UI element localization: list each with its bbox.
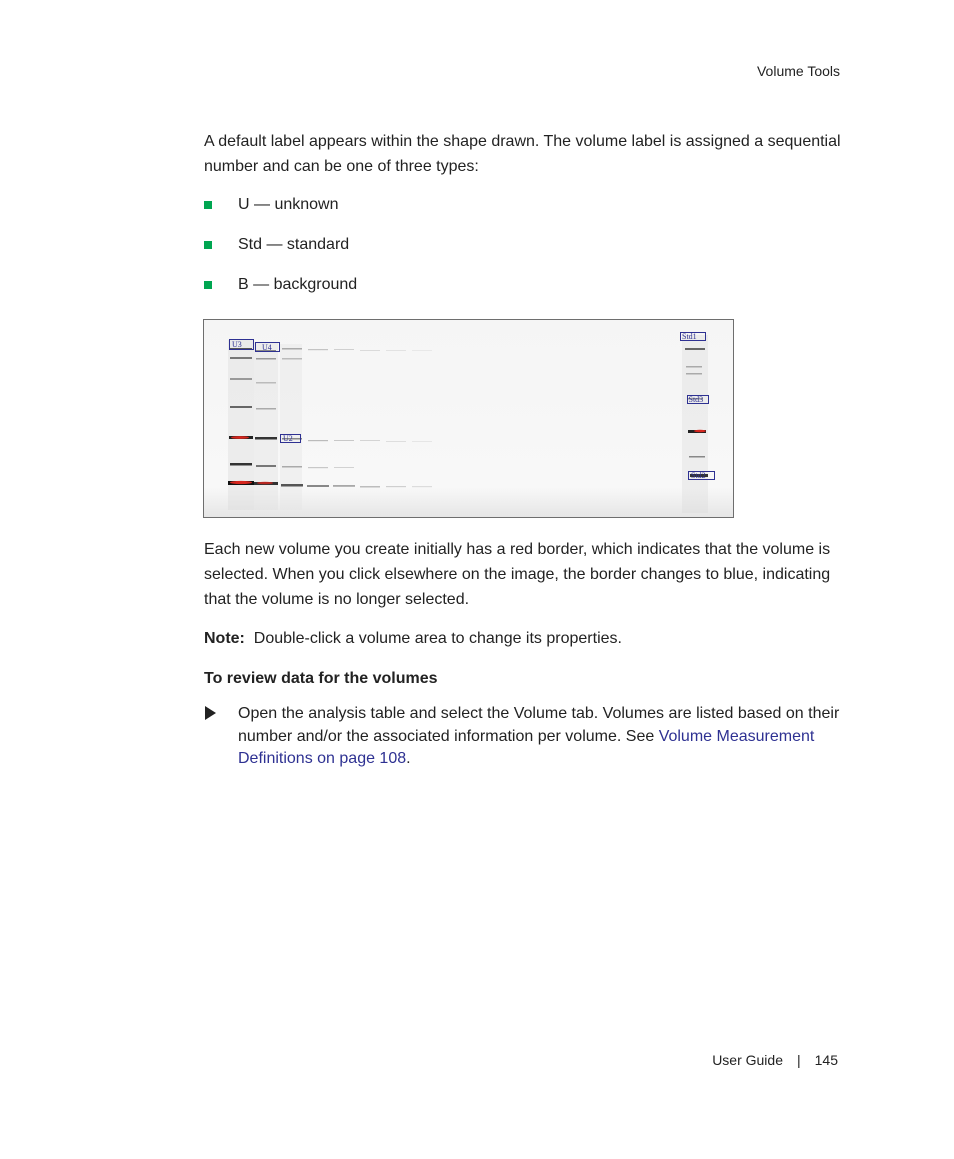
volume-label-u3: U3 [232, 340, 242, 349]
procedure-step [238, 703, 842, 771]
gel-image-figure [203, 319, 734, 518]
bullet-text: B — background [238, 276, 358, 293]
bullet-text: U — unknown [238, 196, 339, 213]
volume-label-u2: U2 [283, 434, 293, 443]
volume-measurement-link[interactable]: Volume Measurement Definitions on page 108 [238, 727, 815, 767]
step-arrow-icon [205, 706, 216, 720]
volume-label-std2: Std2 [691, 471, 706, 480]
bullet-square-icon [204, 241, 212, 249]
bullet-square-icon [204, 281, 212, 289]
note-paragraph [204, 626, 844, 651]
volume-label-std1: Std1 [682, 332, 697, 341]
note-text: Double-click a volume area to change its properties. [253, 630, 622, 647]
procedure-heading: To review data for the volumes [204, 670, 438, 687]
volume-label-std3: Std3 [688, 395, 704, 404]
intro-paragraph: A default label appears within the shape drawn. The volume label is assigned a sequential number and can be one of three types: [204, 133, 841, 175]
note-label: Note: [204, 630, 245, 647]
page-footer [712, 1052, 838, 1068]
selection-paragraph: Each new volume you create initially has a red border, which indicates that the volume is selected. When you click elsewhere on the image, the border changes to blue, indicating that the volume is no longer selected. [204, 541, 831, 608]
step-end: . [406, 750, 411, 767]
gel-image [204, 320, 733, 517]
footer-separator: | [797, 1052, 801, 1068]
page-number: 145 [814, 1052, 838, 1068]
footer-doc-title: User Guide [712, 1052, 783, 1068]
bullet-text: Std — standard [238, 236, 350, 253]
volume-label-u4: U4 [262, 343, 272, 352]
bullet-square-icon [204, 201, 212, 209]
step-text: Open the analysis table and select the Volume tab. Volumes are listed based on their number and/or the associated information per volume. See [238, 705, 840, 745]
running-header: Volume Tools [756, 63, 840, 79]
